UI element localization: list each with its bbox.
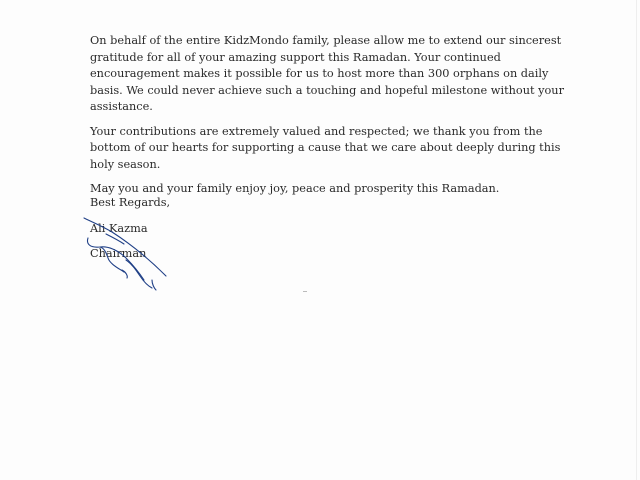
paragraph-gratitude: On behalf of the entire KidzMondo family, please allow me to extend our sincerest gratitude for all of your amazing support this Ramadan. Your continued encouragement makes it possible for us to host more than 300 orphans on daily basis. We could never achieve such a touching and hopeful milestone without your assistance. — [90, 34, 564, 113]
closing-salutation: Best Regards, — [90, 196, 171, 209]
letter-body — [90, 33, 570, 206]
handwritten-signature-icon — [78, 214, 178, 294]
scan-speck — [303, 291, 307, 292]
scan-edge — [636, 0, 637, 480]
paragraph-contributions: Your contributions are extremely valued and respected; we thank you from the bottom of our hearts for supporting a cause that we care about deeply during this holy season. — [90, 124, 561, 171]
signatory-title: Chairman — [90, 247, 147, 260]
signatory-name: Ali Kazma — [90, 222, 148, 235]
paragraph-wishes: May you and your family enjoy joy, peace and prosperity this Ramadan. — [90, 182, 500, 195]
